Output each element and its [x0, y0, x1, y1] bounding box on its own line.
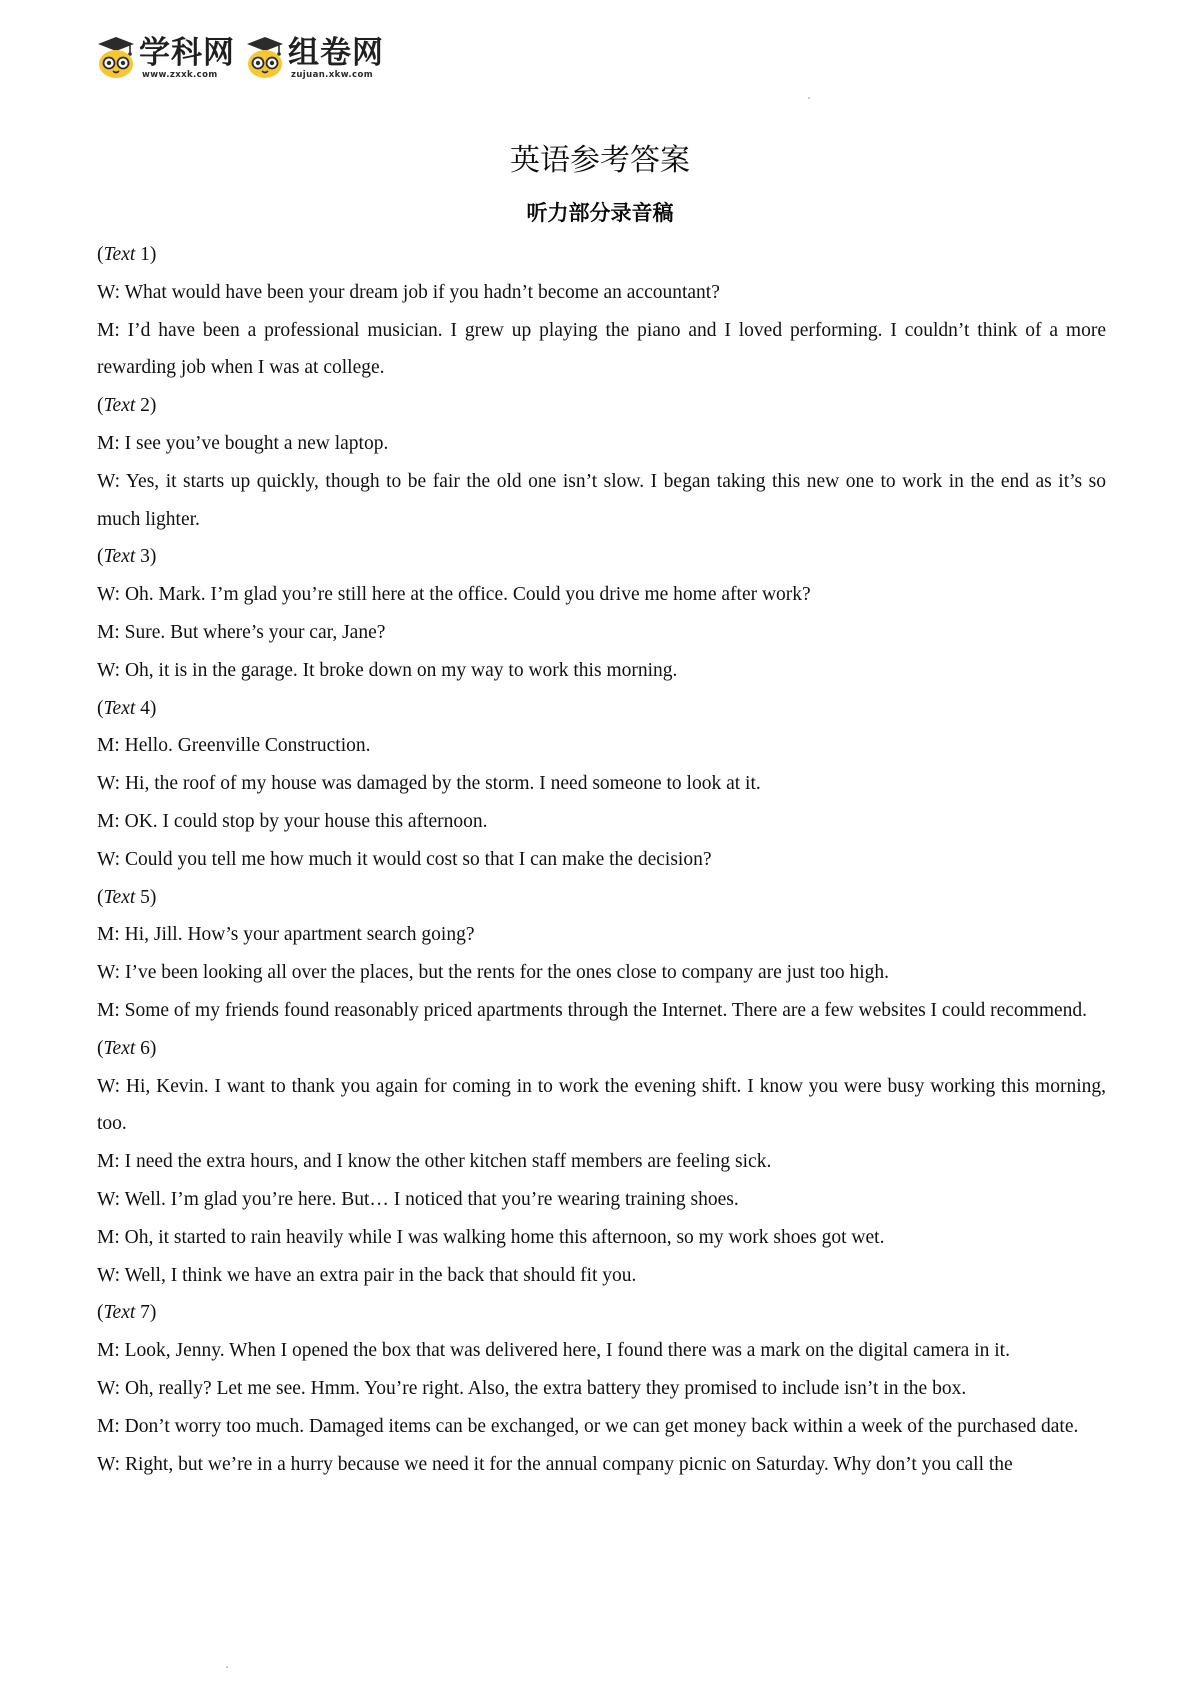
dialogue-line: M: Hi, Jill. How’s your apartment search going?	[97, 924, 475, 946]
dialogue-line: M: OK. I could stop by your house this afternoon.	[97, 810, 488, 832]
dialogue-line: W: Hi, the roof of my house was damaged by the storm. I need someone to look at it.	[97, 773, 761, 795]
dialogue-line: W: Yes, it starts up quickly, though to be fair the old one isn’t slow. I began taking this new one to work in the end as it’s so much lighter.	[97, 470, 1106, 530]
dialogue-line: W: Oh. Mark. I’m glad you’re still here at the office. Could you drive me home after work?	[97, 584, 811, 606]
text-label: (Text 2)	[97, 395, 157, 417]
brand-zujuan[interactable]	[245, 36, 384, 81]
text-label-word: Text	[103, 546, 136, 568]
dialogue-line: W: Oh, it is in the garage. It broke down on my way to work this morning.	[97, 659, 678, 681]
dialogue-line: M: I see you’ve bought a new laptop.	[97, 432, 389, 454]
dialogue-line: M: Some of my friends found reasonably priced apartments through the Internet. There are a few websites I could recommend.	[97, 999, 1088, 1021]
text-label: (Text 7)	[97, 1302, 157, 1324]
dialogue-line: W: Well. I’m glad you’re here. But… I noticed that you’re wearing training shoes.	[97, 1188, 739, 1210]
text-label-word: Text	[103, 697, 136, 719]
brand-zxxk[interactable]	[96, 36, 235, 81]
dialogue-line: W: Oh, really? Let me see. Hmm. You’re right. Also, the extra battery they promised to include isn’t in the box.	[97, 1377, 967, 1399]
scan-speck	[226, 1666, 228, 1668]
text-label-number: 2)	[135, 395, 157, 417]
page-title: 英语参考答案	[510, 143, 690, 178]
text-label: (Text 1)	[97, 244, 157, 265]
brand-url: zujuan.xkw.com	[291, 70, 373, 80]
scan-speck	[808, 97, 810, 99]
text-label: (Text 5)	[97, 886, 157, 908]
brand-name: 学科网	[139, 35, 235, 71]
text-label-number: 4)	[135, 697, 157, 719]
dialogue-line: W: Right, but we’re in a hurry because we need it for the annual company picnic on Saturday. Why don’t you call the	[97, 1453, 1013, 1475]
dialogue-line: M: I’d have been a professional musician. I grew up playing the piano and I loved performing. I couldn’t think of a more rewarding job when I was at college.	[97, 319, 1106, 379]
transcript-body	[97, 236, 1106, 1483]
dialogue-line: W: I’ve been looking all over the places, but the rents for the ones close to company are just too high.	[97, 962, 890, 984]
text-label-number: 1)	[135, 244, 157, 265]
text-label-number: 5)	[135, 886, 157, 908]
text-label-number: 3)	[135, 546, 157, 568]
text-label-word: Text	[103, 1037, 136, 1059]
dialogue-line: M: I need the extra hours, and I know the other kitchen staff members are feeling sick.	[97, 1151, 772, 1173]
owl-mascot-icon	[96, 36, 136, 80]
page-subtitle: 听力部分录音稿	[526, 201, 674, 225]
dialogue-line: W: Hi, Kevin. I want to thank you again for coming in to work the evening shift. I know you were busy working this morning, too.	[97, 1075, 1106, 1135]
dialogue-line: W: Well, I think we have an extra pair in the back that should fit you.	[97, 1264, 637, 1286]
text-label: (Text 3)	[97, 546, 157, 568]
brand-name: 组卷网	[288, 35, 384, 71]
brand-url: www.zxxk.com	[142, 70, 218, 80]
text-label-word: Text	[103, 395, 136, 417]
dialogue-line: M: Oh, it started to rain heavily while I was walking home this afternoon, so my work shoes got wet.	[97, 1226, 885, 1248]
logo-bar	[96, 36, 384, 86]
text-label-number: 7)	[135, 1302, 157, 1324]
text-label-word: Text	[103, 886, 136, 908]
text-label: (Text 6)	[97, 1037, 157, 1059]
dialogue-line: M: Don’t worry too much. Damaged items can be exchanged, or we can get money back within a week of the purchased date.	[97, 1415, 1079, 1437]
dialogue-line: M: Look, Jenny. When I opened the box that was delivered here, I found there was a mark on the digital camera in it.	[97, 1340, 1010, 1362]
dialogue-line: W: Could you tell me how much it would cost so that I can make the decision?	[97, 848, 712, 870]
text-label: (Text 4)	[97, 697, 157, 719]
owl-mascot-icon	[245, 36, 285, 80]
dialogue-line: M: Sure. But where’s your car, Jane?	[97, 621, 386, 643]
text-label-word: Text	[103, 1302, 136, 1324]
text-label-word: Text	[103, 244, 136, 265]
dialogue-line: W: What would have been your dream job if you hadn’t become an accountant?	[97, 281, 720, 303]
text-label-number: 6)	[135, 1037, 157, 1059]
dialogue-line: M: Hello. Greenville Construction.	[97, 735, 371, 757]
